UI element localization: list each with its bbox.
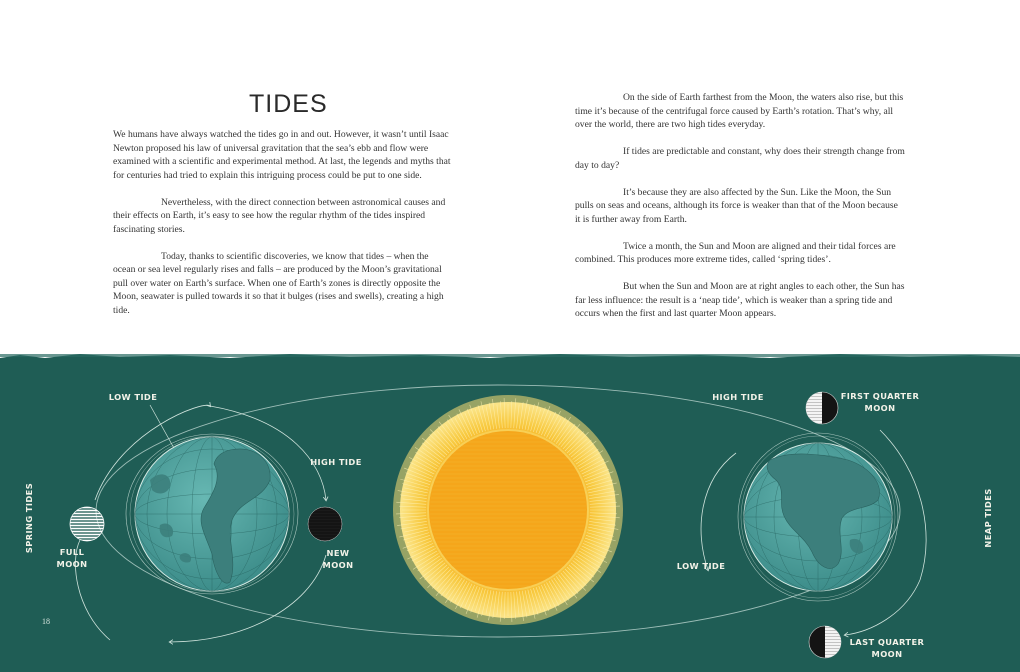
paragraph: On the side of Earth farthest from the Moon, the waters also rise, but this time it’s because of the centrifugal force caused by Earth’s rotation. That’s why, all over the world, there are two high tides everyday. <box>575 92 904 130</box>
text-column-right <box>575 91 905 334</box>
neap-tides-label: NEAP TIDES <box>983 488 993 548</box>
tides-illustration <box>0 350 1020 672</box>
new-moon-label-line2: MOON <box>322 560 354 570</box>
paragraph: We humans have always watched the tides go in and out. However, it wasn’t until Isaac Newton proposed his law of universal gravitation that the sea’s ebb and flow were examined with a scientific and experimental method. At last, the legends and myths that for centuries had tried to explain this intriguing process could be put to one side. <box>113 129 451 181</box>
low-tide-label-left: LOW TIDE <box>108 392 158 402</box>
full-moon-label-line1: FULL <box>59 547 85 557</box>
paragraph: Today, thanks to scientific discoveries, we know that tides – when the ocean or sea level regularly rises and falls – are produced by the Moon’s gravitational pull over water on Earth’s surface. When one of Earth’s zones is directly opposite the Moon, seawater is pulled towards it so that it bulges (rises and swells), creating a high tide. <box>113 250 444 316</box>
high-tide-label-left: HIGH TIDE <box>310 457 362 467</box>
last-quarter-label-line2: MOON <box>871 649 903 659</box>
full-moon-label-line2: MOON <box>56 559 88 569</box>
new-moon-label-line1: NEW <box>326 548 350 558</box>
high-tide-label-right: HIGH TIDE <box>712 392 764 402</box>
text-column-left <box>113 128 453 331</box>
paragraph: But when the Sun and Moon are at right angles to each other, the Sun has far less influence: the result is a ‘neap tide’, which is weaker than a spring tide and occurs when the first and last quarter Moon appears. <box>575 281 905 319</box>
low-tide-label-right: LOW TIDE <box>676 561 726 571</box>
first-quarter-label-line2: MOON <box>864 403 896 413</box>
paragraph: It’s because they are also affected by the Sun. Like the Moon, the Sun pulls on seas and oceans, although its force is weaker than that of the Moon because it is further away from Earth. <box>575 186 898 225</box>
spring-tides-label: SPRING TIDES <box>24 482 34 554</box>
first-quarter-moon <box>806 392 838 424</box>
page-title: TIDES <box>249 90 328 118</box>
sun <box>393 395 623 625</box>
paragraph: If tides are predictable and constant, why does their strength change from day to day? <box>575 146 905 171</box>
last-quarter-label-line1: LAST QUARTER <box>849 637 925 647</box>
last-quarter-moon <box>809 626 841 658</box>
first-quarter-label-line1: FIRST QUARTER <box>840 391 920 401</box>
paragraph: Nevertheless, with the direct connection between astronomical causes and their effects on Earth, it’s easy to see how the regular rhythm of the tides inspired fascinating stories. <box>113 196 446 235</box>
page-number: 18 <box>42 617 50 626</box>
paragraph: Twice a month, the Sun and Moon are aligned and their tidal forces are combined. This produces more extreme tides, called ‘spring tides’. <box>575 240 896 265</box>
new-moon <box>308 507 342 541</box>
full-moon <box>70 507 104 541</box>
